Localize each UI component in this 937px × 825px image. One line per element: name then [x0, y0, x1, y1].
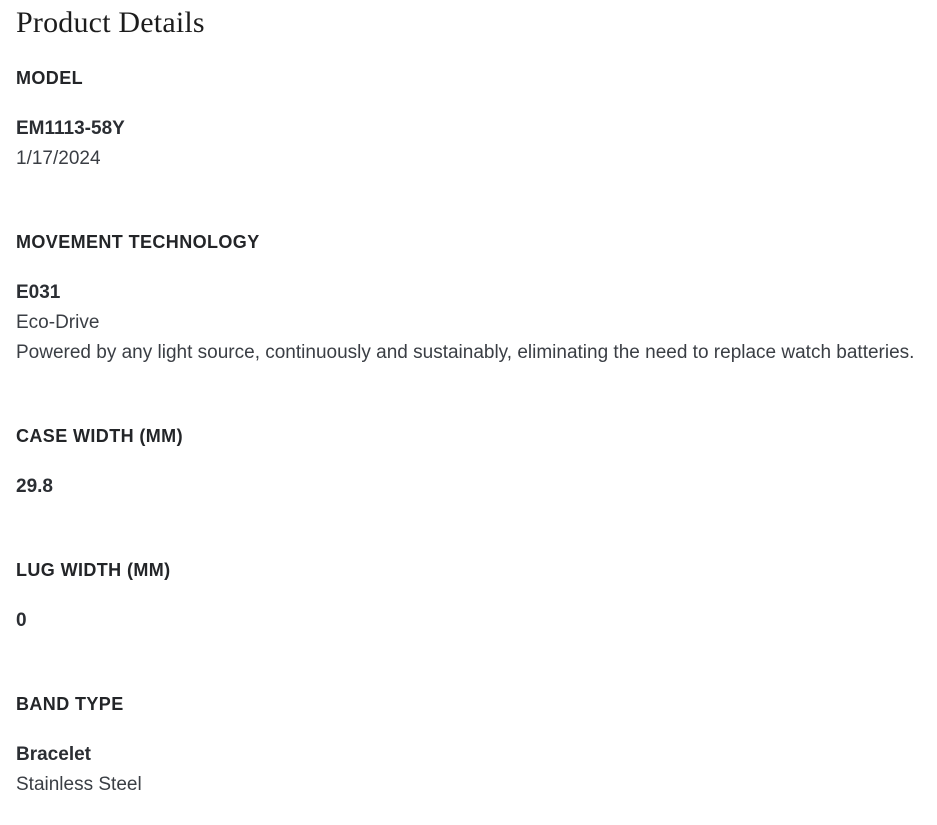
spec-label: MODEL [16, 68, 83, 88]
spec-lines [16, 472, 921, 502]
spec-value-line: Bracelet [16, 744, 91, 765]
spec-value-line: E031 [16, 282, 61, 303]
spec-value-line: 1/17/2024 [16, 148, 101, 169]
spec-label: BAND TYPE [16, 694, 124, 714]
spec-value-line: EM1113-58Y [16, 118, 125, 139]
spec-lines [16, 606, 921, 636]
spec-label: LUG WIDTH (MM) [16, 560, 171, 580]
spec-section [16, 68, 921, 174]
page-title: Product Details [16, 6, 205, 39]
spec-section [16, 694, 921, 800]
spec-value-line: Stainless Steel [16, 774, 142, 795]
spec-section [16, 426, 921, 502]
spec-value-line: 0 [16, 610, 27, 631]
spec-section [16, 560, 921, 636]
spec-section [16, 232, 921, 368]
spec-label: MOVEMENT TECHNOLOGY [16, 232, 260, 252]
spec-value-line: Eco-Drive [16, 312, 100, 333]
spec-label: CASE WIDTH (MM) [16, 426, 183, 446]
spec-value-line: Powered by any light source, continuously and sustainably, eliminating the need to replace watch batteries. [16, 342, 915, 363]
spec-lines [16, 114, 921, 174]
spec-value-line: 29.8 [16, 476, 53, 497]
spec-lines [16, 278, 921, 368]
spec-sections [16, 68, 921, 800]
spec-lines [16, 740, 921, 800]
